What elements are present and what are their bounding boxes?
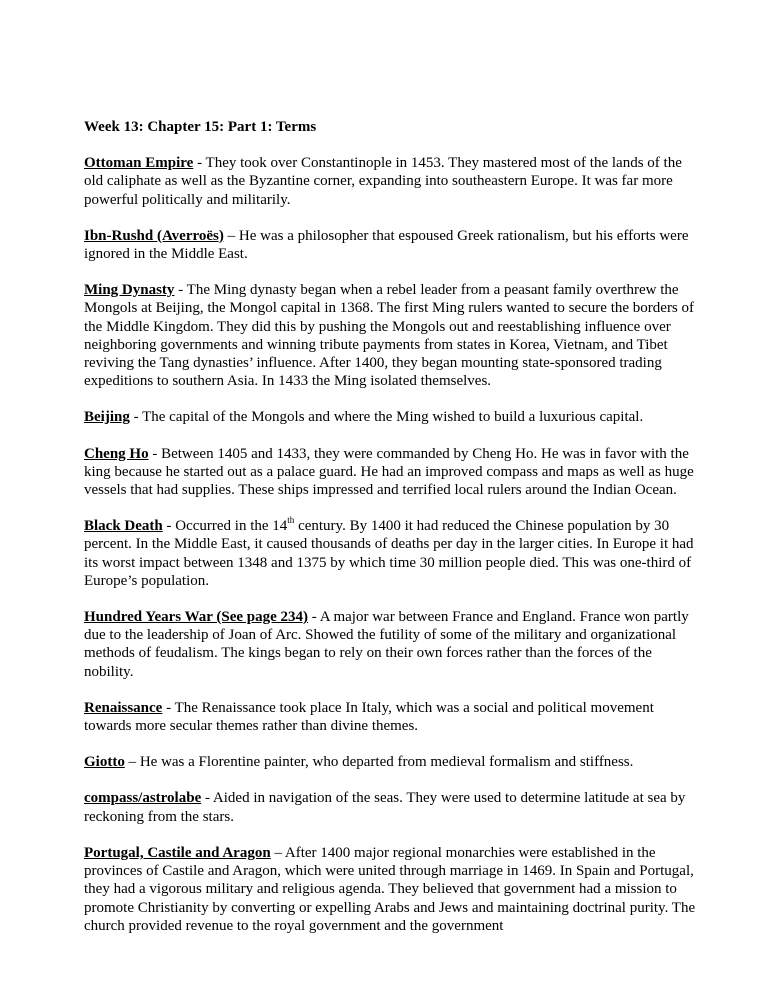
term-entry [84,608,696,681]
term-definition: Aided in navigation of the seas. They were used to determine latitude at sea by reckoning from the stars. [84,790,686,825]
term-separator: – [124,754,140,771]
term-entry [84,699,696,735]
term-separator: - [129,409,143,426]
term-separator: - [148,445,162,462]
term-entry [84,789,696,825]
term-entry [84,445,696,500]
term-separator: - [193,155,206,172]
term-name: compass/astrolabe [84,790,202,807]
term-definition: The capital of the Mongols and where the Ming wished to build a luxurious capital. [142,409,644,426]
term-entry [84,227,696,263]
term-separator: - [162,518,176,535]
term-definition: They took over Constantinople in 1453. They mastered most of the lands of the old caliphate as well as the Byzantine corner, expanding into southeastern Europe. It was far more powerful politically and militarily. [84,155,682,208]
term-definition: Between 1405 and 1433, they were commanded by Cheng Ho. He was in favor with the king because he started out as a palace guard. He had an improved compass and maps as well as huge vessels that had supplies. These ships impressed and terrified local rulers around the Indian Ocean. [84,445,694,499]
term-definition: The Renaissance took place In Italy, which was a social and political movement towards more secular themes rather than divine themes. [84,699,654,735]
ordinal-superscript: th [287,515,295,526]
term-entry [84,408,696,426]
term-separator: - [162,699,175,716]
term-name: Hundred Years War (See page 234) [84,609,309,626]
term-separator: – [270,844,285,861]
term-separator: – [223,227,239,244]
term-entry [84,154,696,209]
term-definition: The Ming dynasty began when a rebel leader from a peasant family overthrew the Mongols at Beijing, the Mongol capital in 1368. The first Ming rulers wanted to secure the borders of the Middle Kingdom. They did this by pushing the Mongols out and reestablishing influence over neighboring governments and winning tribute payments from states in Korea, Vietnam, and Tibet reviving the Tang dynasties’ influence. After 1400, they began mounting state-sponsored trading expeditions to southern Asia. In 1433 the Ming isolated themselves. [84,282,695,390]
term-separator: - [174,282,187,299]
term-definition: He was a Florentine painter, who departed from medieval formalism and stiffness. [139,754,634,771]
term-definition: A major war between France and England. France won partly due to the leadership of Joan of Arc. Showed the futility of some of the military and organizational methods of feudalism. The kings began to rely on their own forces rather than the forces of the nobility. [84,609,689,680]
document-body [84,118,696,953]
term-name: Ibn-Rushd (Averroës) [84,227,224,244]
term-definition-start: Occurred in the 14 [175,518,288,535]
term-separator: - [201,790,213,807]
term-name: Beijing [84,409,130,426]
term-definition: century. By 1400 it had reduced the Chinese population by 30 percent. In the Middle East, it caused thousands of deaths per day in the larger cities. In Europe it had its worst impact between 1348 and 1375 by which time 30 million people died. This was one-third of Europe’s population. [84,518,694,589]
term-name: Ottoman Empire [84,155,194,172]
term-name: Portugal, Castile and Aragon [84,844,271,861]
document-title: Week 13: Chapter 15: Part 1: Terms [84,119,317,135]
term-definition: After 1400 major regional monarchies were established in the provinces of Castile and Aragon, which were united through marriage in 1469. In Spain and Portugal, they had a vigorous military and religious agenda. They believed that government had a mission to promote Christianity by converting or expelling Arabs and Jews and maintaining doctrinal purity. The church provided revenue to the royal government and the government [84,844,696,934]
term-entry [84,517,696,590]
term-entry [84,281,696,390]
term-definition: He was a philosopher that espoused Greek rationalism, but his efforts were ignored in the Middle East. [84,227,689,263]
term-name: Ming Dynasty [84,282,175,299]
term-separator: - [308,609,320,626]
term-entry [84,753,696,771]
term-name: Cheng Ho [84,445,149,462]
term-name: Black Death [84,518,163,535]
term-entry [84,844,696,935]
term-name: Renaissance [84,699,163,716]
term-name: Giotto [84,754,125,771]
